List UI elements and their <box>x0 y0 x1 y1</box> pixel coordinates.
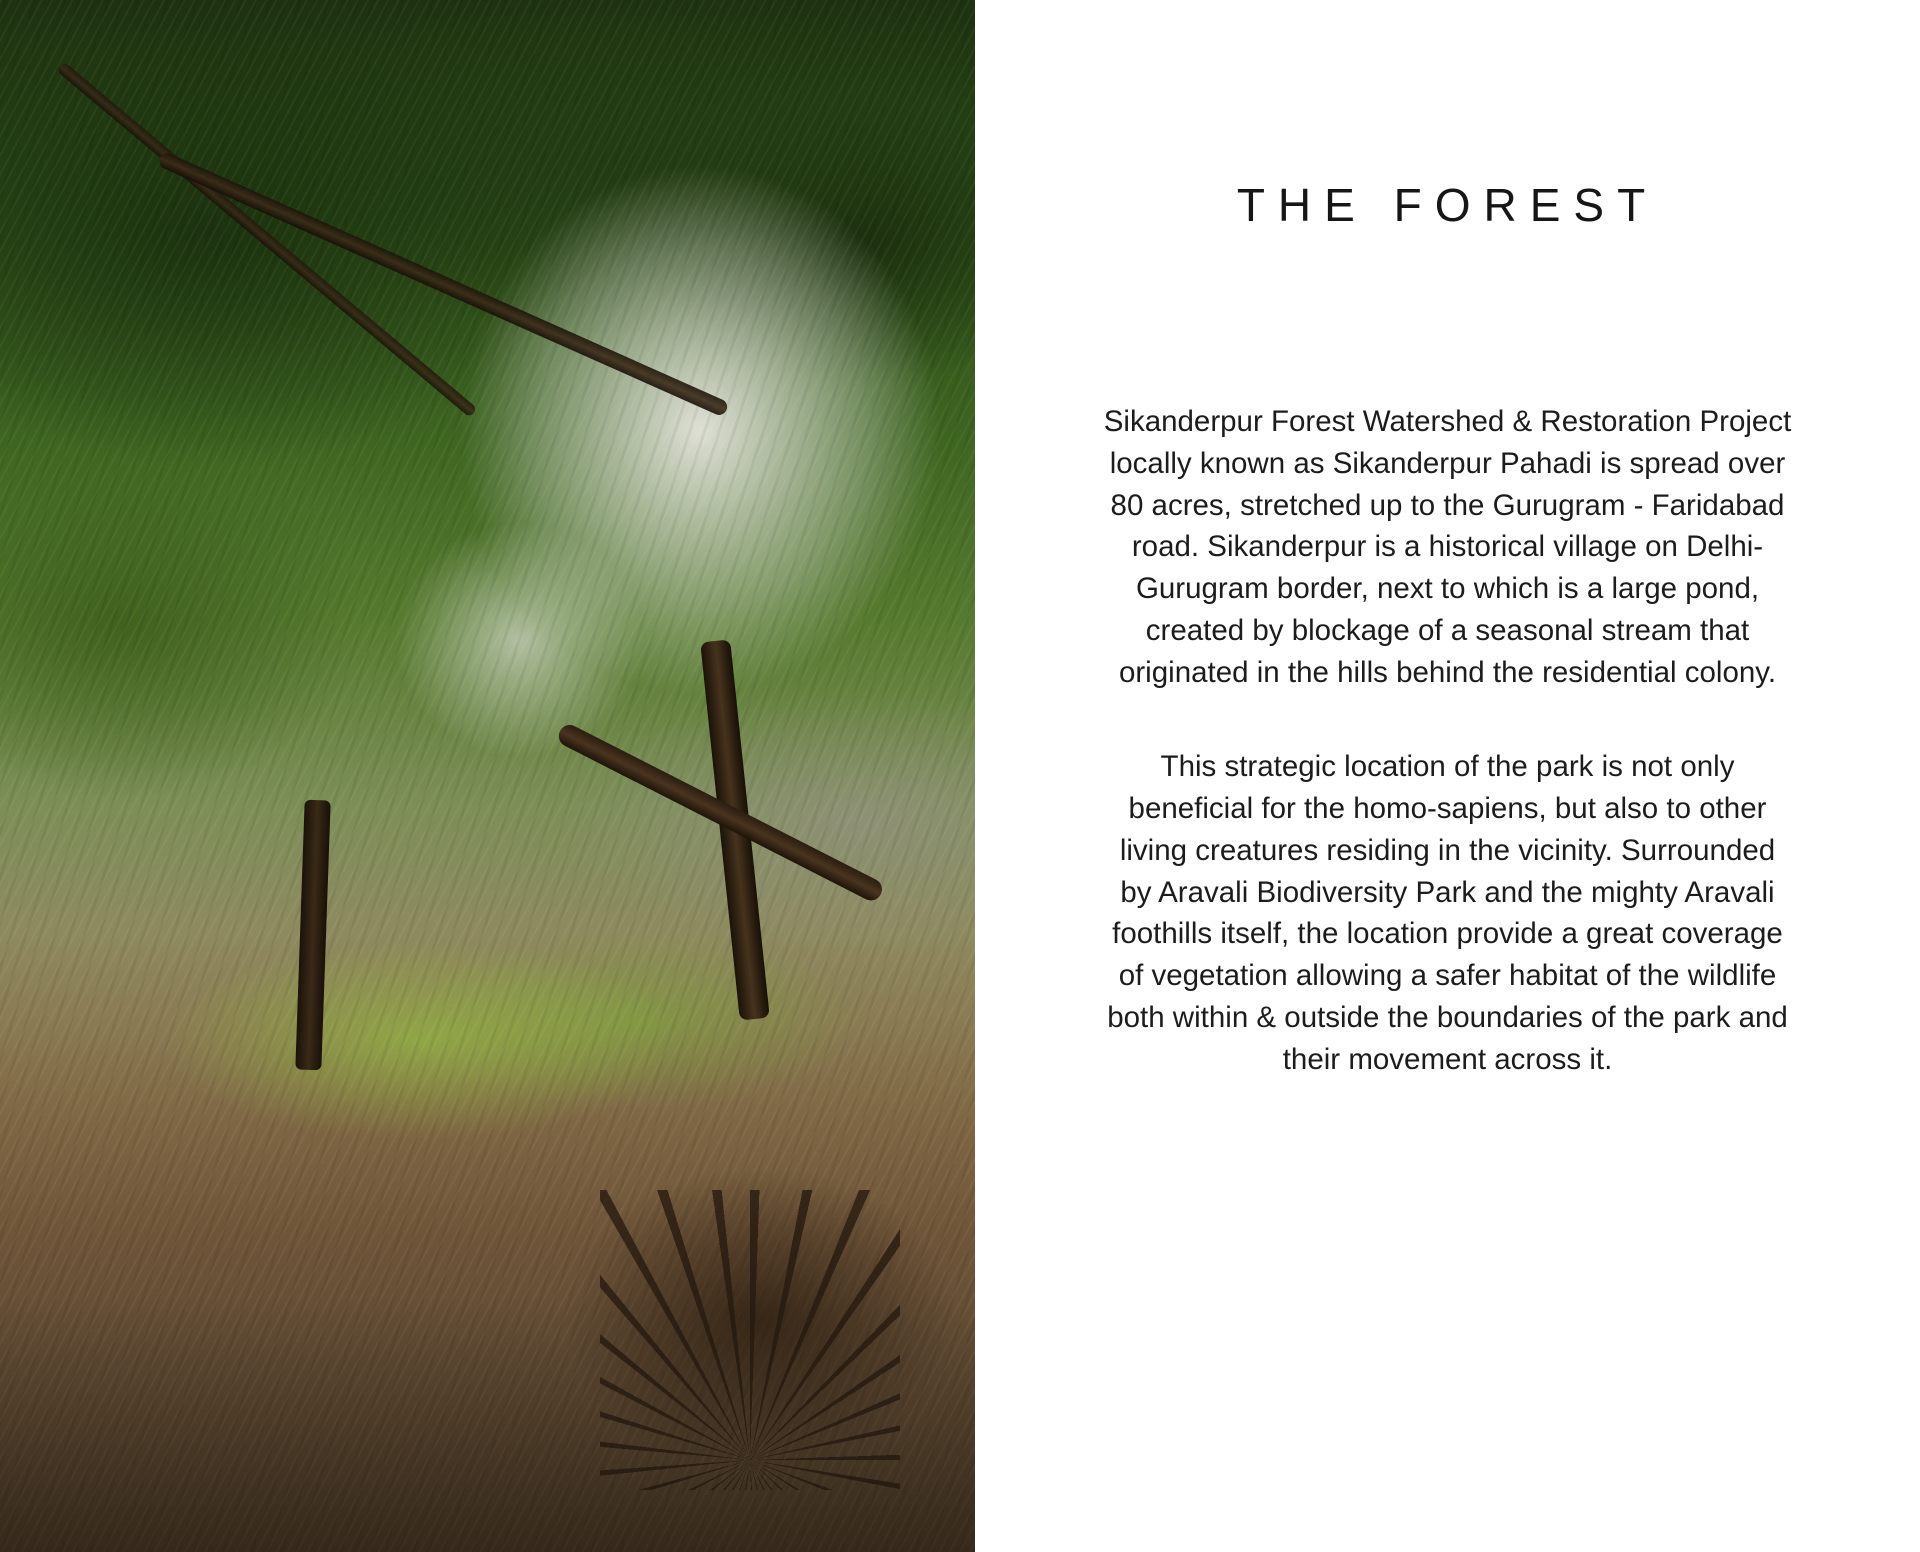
ground-shadow <box>0 1292 975 1552</box>
tree-branch-upper-left <box>56 61 477 417</box>
paragraph-1: Sikanderpur Forest Watershed & Restoration Project locally known as Sikanderpur Pahadi is spread over 80 acres, stretched up to the Gurugram - Faridabad road. Sikanderpur is a historical village on Delhi-Gurugram border, next to which is a large pond, created by blockage of a seasonal stream that originated in the hills behind the residential colony. <box>1103 404 1792 690</box>
tree-trunk-left <box>295 800 330 1071</box>
tree-branch-upper <box>157 151 730 418</box>
body-copy <box>1103 401 1793 1081</box>
text-pane <box>975 0 1920 1552</box>
paragraph-2: This strategic location of the park is not only beneficial for the homo-sapiens, but also to other living creatures residing in the vicinity. Surrounded by Aravali Biodiversity Park and the mighty Aravali foothills itself, the location provide a great coverage of vegetation allowing a safer habitat of the wildlife both within & outside the boundaries of the park and their movement across it. <box>1107 749 1788 1077</box>
page-title: THE FOREST <box>1236 179 1659 231</box>
